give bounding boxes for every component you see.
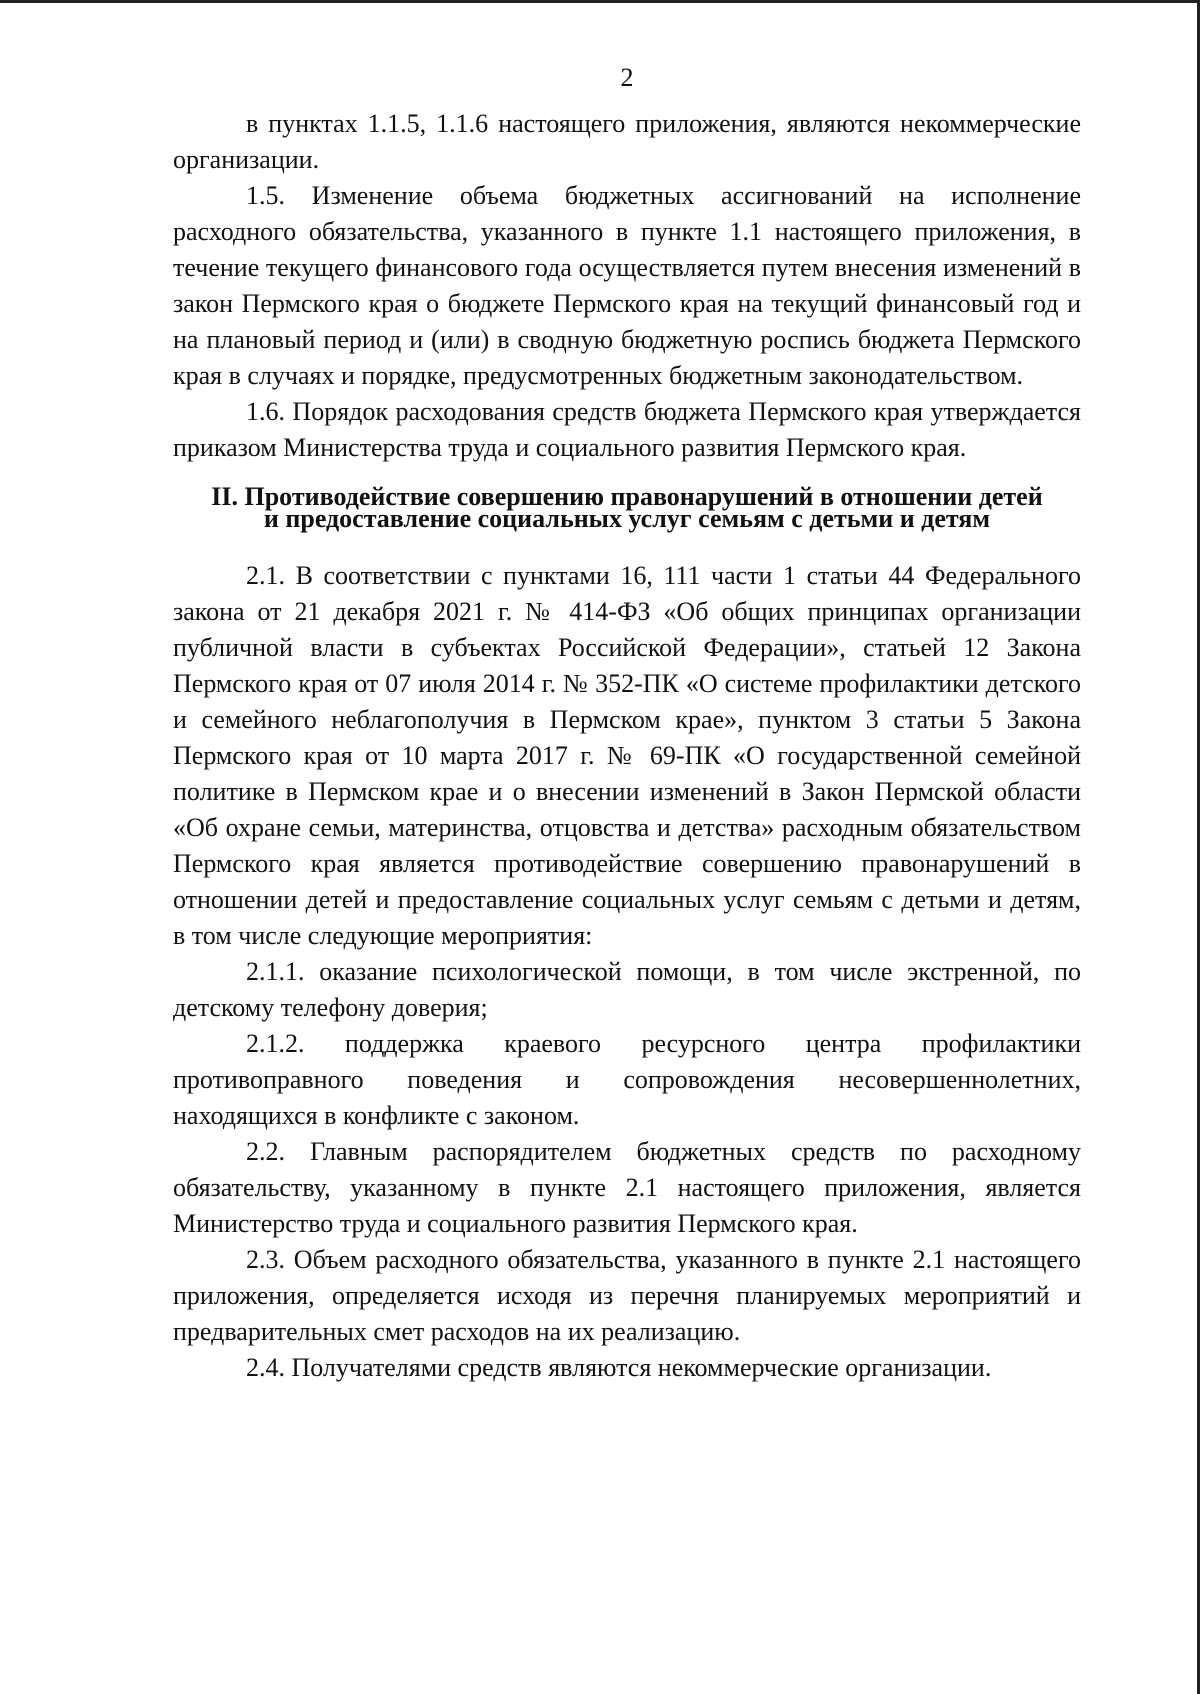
paragraph-2-2: 2.2. Главным распорядителем бюджетных средств по расходному обязательству, указанному в пункте 2.1 настоящего приложения, является Министерство труда и социального развития Пермского края. [173,1137,1081,1238]
paragraph-2-1-1: 2.1.1. оказание психологической помощи, в том числе экстренной, по детскому телефону доверия; [173,957,1081,1022]
section-2-title-line-1: II. Противодействие совершению правонарушений в отношении детей [211,482,1043,511]
section-2-title [173,482,1081,533]
paragraph-2-3: 2.3. Объем расходного обязательства, указанного в пункте 2.1 настоящего приложения, определяется исходя из перечня планируемых мероприятий и предварительных смет расходов на их реализацию. [173,1245,1081,1346]
page-number: 2 [620,63,634,92]
paragraph-2-1-2: 2.1.2. поддержка краевого ресурсного центра профилактики противоправного поведения и сопровождения несовершеннолетних, находящихся в конфликте с законом. [173,1029,1081,1130]
document-page [173,60,1081,1386]
paragraph-2-4: 2.4. Получателями средств являются некоммерческие организации. [246,1353,992,1382]
paragraph-1-5: 1.5. Изменение объема бюджетных ассигнований на исполнение расходного обязательства, указанного в пункте 1.1 настоящего приложения, в течение текущего финансового года осуществляется путем внесения изменений в закон Пермского края о бюджете Пермского края на текущий финансовый год и на плановый период и (или) в сводную бюджетную роспись бюджета Пермского края в случаях и порядке, предусмотренных бюджетным законодательством. [173,181,1081,390]
section-2-title-line-2: и предоставление социальных услуг семьям с детьми и детям [263,504,991,533]
paragraph-1-6: 1.6. Порядок расходования средств бюджета Пермского края утверждается приказом Министерства труда и социального развития Пермского края. [173,397,1081,462]
scan-edge-top [0,0,1200,3]
paragraph-1-4-continuation: в пунктах 1.1.5, 1.1.6 настоящего приложения, являются некоммерческие организации. [173,109,1081,174]
paragraph-2-1: 2.1. В соответствии с пунктами 16, 111 части 1 статьи 44 Федерального закона от 21 декабря 2021 г. № 414-ФЗ «Об общих принципах организации публичной власти в субъектах Российской Федерации», статьей 12 Закона Пермского края от 07 июля 2014 г. № 352-ПК «О системе профилактики детского и семейного неблагополучия в Пермском крае», пунктом 3 статьи 5 Закона Пермского края от 10 марта 2017 г. № 69-ПК «О государственной семейной политике в Пермском крае и о внесении изменений в Закон Пермской области «Об охране семьи, материнства, отцовства и детства» расходным обязательством Пермского края является противодействие совершению правонарушений в отношении детей и предоставление социальных услуг семьям с детьми и детям, в том числе следующие мероприятия: [173,561,1081,950]
